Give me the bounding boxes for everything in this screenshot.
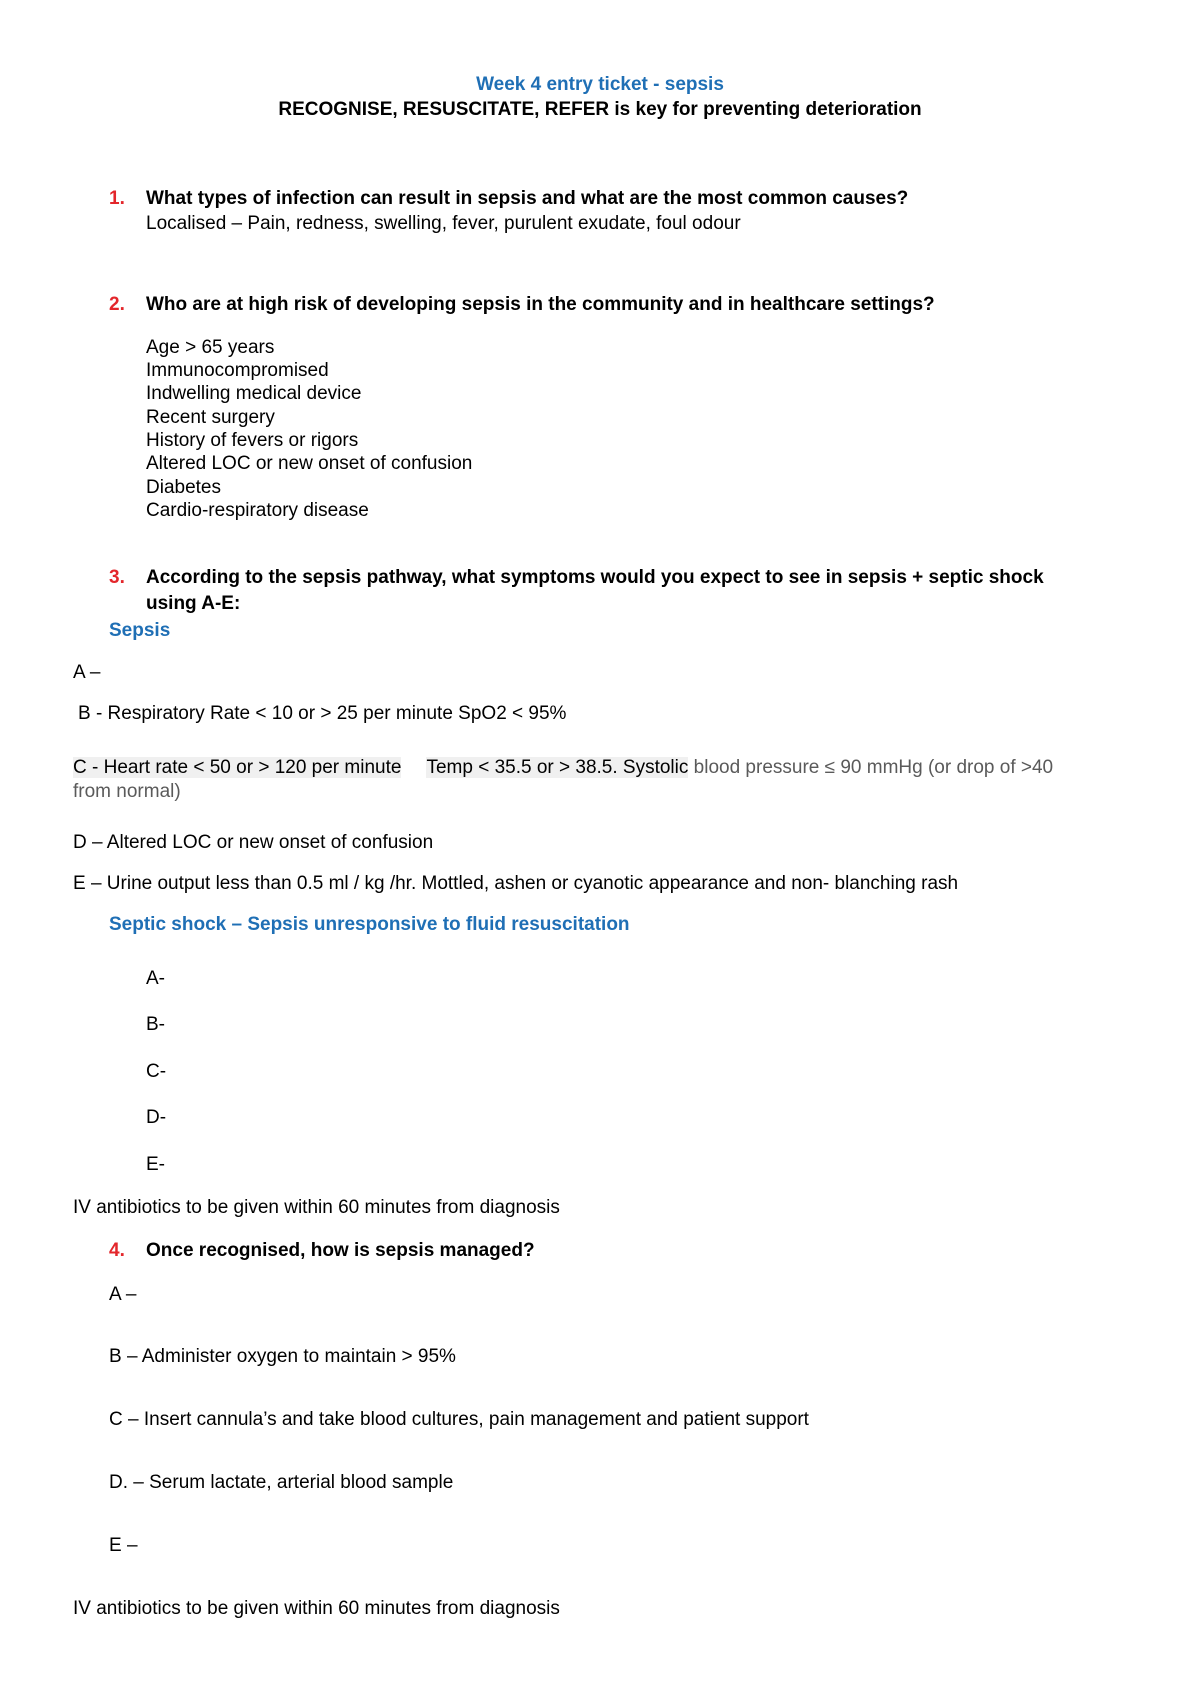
sepsis-c-continued: from normal) xyxy=(73,781,181,802)
list-item: Diabetes xyxy=(146,477,221,498)
question-number: 1. xyxy=(109,188,125,209)
list-item: Age > 65 years xyxy=(146,337,275,358)
management-a: A – xyxy=(109,1284,137,1305)
answer-text: Localised – Pain, redness, swelling, fever, purulent exudate, foul odour xyxy=(146,213,741,234)
list-item: Recent surgery xyxy=(146,407,275,428)
list-item: Cardio-respiratory disease xyxy=(146,500,369,521)
septic-shock-e: E- xyxy=(146,1154,165,1175)
management-d: D. – Serum lactate, arterial blood sample xyxy=(109,1472,454,1493)
septic-shock-c: C- xyxy=(146,1061,167,1082)
question-text-continued: using A-E: xyxy=(146,593,241,614)
list-item: Immunocompromised xyxy=(146,360,329,381)
list-item: Altered LOC or new onset of confusion xyxy=(146,453,473,474)
sepsis-c-temp: Temp < 35.5 or > 38.5. Systolic xyxy=(426,757,689,778)
sepsis-b: B - Respiratory Rate < 10 or > 25 per minute SpO2 < 95% xyxy=(78,703,567,724)
question-text: According to the sepsis pathway, what symptoms would you expect to see in sepsis + septic shock xyxy=(146,567,1044,588)
septic-shock-heading: Septic shock – Sepsis unresponsive to fluid resuscitation xyxy=(109,914,630,935)
sepsis-d: D – Altered LOC or new onset of confusion xyxy=(73,832,434,853)
sepsis-c-bp: blood pressure ≤ 90 mmHg (or drop of >40 xyxy=(693,757,1054,778)
question-text: Who are at high risk of developing sepsis in the community and in healthcare settings? xyxy=(146,294,935,315)
question-text: Once recognised, how is sepsis managed? xyxy=(146,1240,535,1261)
list-item: Indwelling medical device xyxy=(146,383,362,404)
list-item: History of fevers or rigors xyxy=(146,430,359,451)
question-text: What types of infection can result in sepsis and what are the most common causes? xyxy=(146,188,909,209)
management-e: E – xyxy=(109,1535,138,1556)
antibiotics-note: IV antibiotics to be given within 60 minutes from diagnosis xyxy=(73,1197,560,1218)
page-subtitle: RECOGNISE, RESUSCITATE, REFER is key for preventing deterioration xyxy=(278,99,922,120)
sepsis-heading: Sepsis xyxy=(109,620,171,641)
sepsis-c xyxy=(73,756,1053,780)
septic-shock-b: B- xyxy=(146,1014,165,1035)
question-number: 3. xyxy=(109,567,125,588)
septic-shock-a: A- xyxy=(146,968,165,989)
page-title: Week 4 entry ticket - sepsis xyxy=(476,74,724,95)
septic-shock-d: D- xyxy=(146,1107,167,1128)
management-c: C – Insert cannula’s and take blood cultures, pain management and patient support xyxy=(109,1409,809,1430)
question-number: 4. xyxy=(109,1240,125,1261)
antibiotics-note: IV antibiotics to be given within 60 minutes from diagnosis xyxy=(73,1598,560,1619)
sepsis-e: E – Urine output less than 0.5 ml / kg /hr. Mottled, ashen or cyanotic appearance and non- blanching rash xyxy=(73,873,959,894)
question-number: 2. xyxy=(109,294,125,315)
sepsis-a: A – xyxy=(73,662,101,683)
management-b: B – Administer oxygen to maintain > 95% xyxy=(109,1346,456,1367)
sepsis-c-heart-rate: C - Heart rate < 50 or > 120 per minute xyxy=(73,757,402,778)
